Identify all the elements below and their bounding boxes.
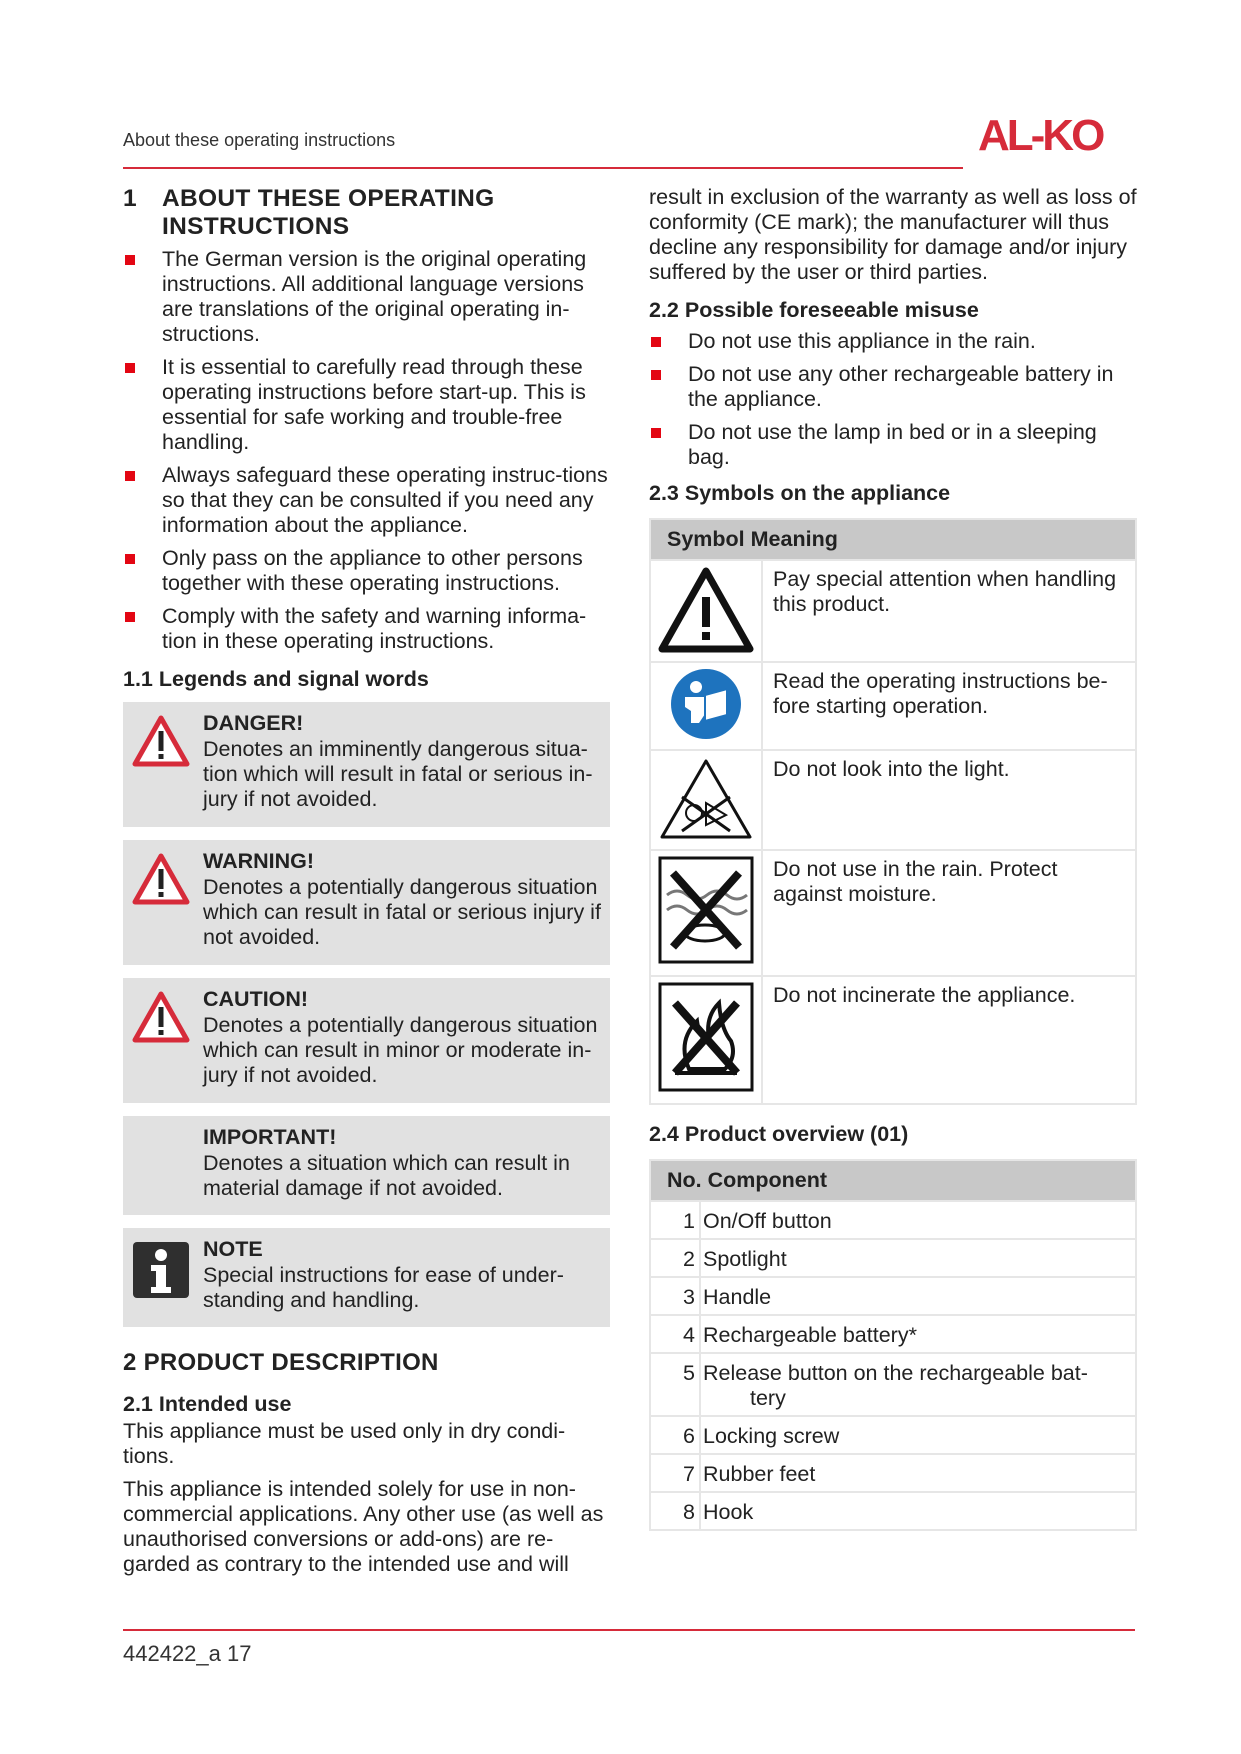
component-number: 3 — [650, 1277, 700, 1315]
section-1-number: 1 — [123, 185, 137, 212]
symbol-meaning: Do not look into the light. — [762, 750, 1136, 850]
caution-title: CAUTION! — [203, 987, 309, 1011]
left-column — [123, 185, 610, 1585]
warning-text: Denotes a potentially dangerous situation which can result in fatal or serious injury if not avoided. — [203, 875, 601, 949]
component-name: Rechargeable battery* — [700, 1315, 1136, 1353]
component-number: 4 — [650, 1315, 700, 1353]
list-item: The German version is the original operating instructions. All additional language versions are translations of the original operating in-structions. — [123, 247, 610, 347]
list-item: Do not use any other rechargeable battery in the appliance. — [649, 362, 1137, 412]
table-row — [650, 1454, 1136, 1492]
overview-table — [649, 1159, 1137, 1531]
table-row — [650, 1353, 1136, 1416]
danger-box — [123, 702, 610, 827]
component-name: Handle — [700, 1277, 1136, 1315]
table-row — [650, 1201, 1136, 1239]
intended-use-paragraph-2-continued: result in exclusion of the warranty as well as loss of conformity (CE mark); the manufacturer will thus decline any responsibility for damage and/or injury suffered by the user or third parties. — [649, 185, 1137, 284]
no-rain-icon — [657, 855, 755, 965]
danger-warning-icon — [131, 714, 191, 774]
section-2-heading: 2 PRODUCT DESCRIPTION — [123, 1349, 439, 1376]
table-row — [650, 850, 1136, 976]
list-item: Do not use the lamp in bed or in a sleeping bag. — [649, 420, 1137, 470]
intended-use-paragraph-2: This appliance is intended solely for use in non-commercial applications. Any other use (as well as unauthorised conversions or add-ons) are re-garded as contrary to the intended use and will — [123, 1477, 604, 1576]
misuse-heading: 2.2 Possible foreseeable misuse — [649, 298, 979, 322]
overview-heading: 2.4 Product overview (01) — [649, 1122, 909, 1146]
symbol-meaning: Do not use in the rain. Protect against moisture. — [762, 850, 1136, 976]
component-name: Locking screw — [700, 1416, 1136, 1454]
important-box — [123, 1116, 610, 1215]
component-name: Rubber feet — [700, 1454, 1136, 1492]
overview-table-header — [650, 1160, 1136, 1201]
intended-use-heading: 2.1 Intended use — [123, 1392, 292, 1416]
table-row — [650, 662, 1136, 750]
symbol-meaning: Pay special attention when handling this product. — [762, 560, 1136, 662]
header-rule — [123, 167, 963, 169]
no-col-header: No. — [667, 1168, 702, 1192]
warning-triangle-icon — [131, 852, 191, 912]
warning-box — [123, 840, 610, 965]
list-item: Do not use this appliance in the rain. — [649, 329, 1137, 354]
table-row — [650, 1315, 1136, 1353]
list-item: Only pass on the appliance to other persons together with these operating instructions. — [123, 546, 610, 596]
list-item: Comply with the safety and warning informa-tion in these operating instructions. — [123, 604, 610, 654]
section-1-bullets — [123, 247, 610, 654]
symbols-heading: 2.3 Symbols on the appliance — [649, 481, 951, 505]
component-name-line-2: tery — [750, 1386, 786, 1410]
table-row — [650, 750, 1136, 850]
symbols-table — [649, 518, 1137, 1105]
warning-triangle-icon — [656, 565, 756, 655]
component-number: 1 — [650, 1201, 700, 1239]
note-box — [123, 1228, 610, 1327]
component-col-header: Component — [707, 1168, 828, 1192]
legends-heading: 1.1 Legends and signal words — [123, 667, 429, 691]
table-row — [650, 1416, 1136, 1454]
misuse-bullets — [649, 329, 1137, 470]
running-header: About these operating instructions — [123, 130, 396, 150]
component-name: Spotlight — [700, 1239, 1136, 1277]
component-name-line-1: Release button on the rechargeable bat- — [703, 1361, 1088, 1385]
no-fire-icon — [657, 981, 755, 1093]
component-number: 8 — [650, 1492, 700, 1530]
right-column — [649, 185, 1137, 1531]
component-number: 5 — [650, 1353, 700, 1416]
info-icon — [133, 1242, 189, 1304]
alko-logo — [978, 112, 1138, 161]
section-1-title: ABOUT THESE OPERATING INSTRUCTIONS — [162, 185, 495, 240]
symbol-meaning: Do not incinerate the appliance. — [762, 976, 1136, 1104]
meaning-col-header: Meaning — [750, 527, 838, 551]
symbol-col-header: Symbol — [667, 527, 745, 551]
symbol-meaning: Read the operating instructions be-fore starting operation. — [762, 662, 1136, 750]
read-manual-icon — [669, 667, 743, 741]
list-item: Always safeguard these operating instruc-tions so that they can be consulted if you need any information about the appliance. — [123, 463, 610, 538]
page-number: 442422_a 17 — [123, 1641, 252, 1666]
component-number: 2 — [650, 1239, 700, 1277]
component-name: On/Off button — [700, 1201, 1136, 1239]
section-1-heading — [123, 185, 610, 241]
warning-title: WARNING! — [203, 849, 315, 873]
alko-logo-mark — [978, 112, 1138, 156]
caution-box — [123, 978, 610, 1103]
table-row — [650, 1239, 1136, 1277]
symbols-table-header — [650, 519, 1136, 560]
intended-use-paragraph-1: This appliance must be used only in dry condi-tions. — [123, 1419, 566, 1468]
important-text: Denotes a situation which can result in material damage if not avoided. — [203, 1151, 570, 1200]
footer-rule — [123, 1629, 1135, 1631]
table-row — [650, 560, 1136, 662]
no-look-light-icon — [656, 755, 756, 841]
note-text: Special instructions for ease of under-standing and handling. — [203, 1263, 564, 1312]
danger-title: DANGER! — [203, 711, 304, 735]
table-row — [650, 1277, 1136, 1315]
component-name: Hook — [700, 1492, 1136, 1530]
table-row — [650, 1492, 1136, 1530]
caution-triangle-icon — [131, 990, 191, 1050]
component-number: 6 — [650, 1416, 700, 1454]
important-title: IMPORTANT! — [203, 1125, 337, 1149]
component-name — [700, 1353, 1136, 1416]
svg-text:AL-KO: AL-KO — [978, 112, 1103, 156]
table-row — [650, 976, 1136, 1104]
note-title: NOTE — [203, 1237, 263, 1261]
caution-text: Denotes a potentially dangerous situation which can result in minor or moderate in-jury if not avoided. — [203, 1013, 598, 1087]
component-number: 7 — [650, 1454, 700, 1492]
list-item: It is essential to carefully read through these operating instructions before start-up. This is essential for safe working and trouble-free handling. — [123, 355, 610, 455]
danger-text: Denotes an imminently dangerous situa-tion which will result in fatal or serious in-jury if not avoided. — [203, 737, 593, 811]
